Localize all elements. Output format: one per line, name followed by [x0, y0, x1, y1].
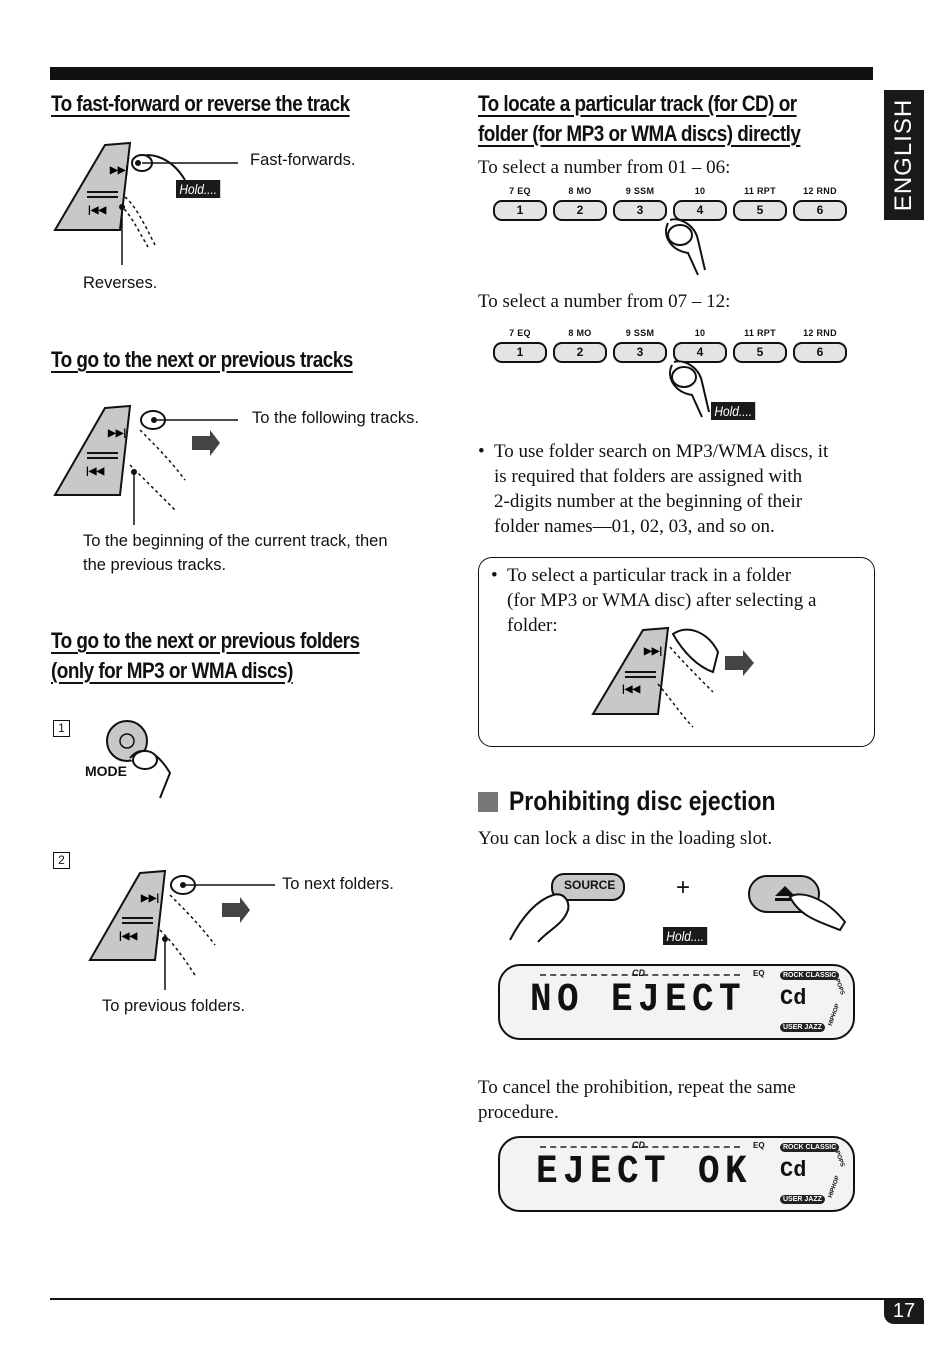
plus-sign: +: [676, 874, 691, 901]
hold-tag: Hold....: [711, 402, 756, 420]
folder-note-line-4: folder names—01, 02, 03, and so on.: [494, 516, 775, 537]
locate-heading-1: To locate a particular track (for CD) or: [478, 91, 797, 116]
lcd-mode-text: Cd: [780, 1158, 807, 1183]
folder-note-line-3: 2-digits number at the beginning of their: [494, 491, 803, 512]
folders-heading-1: To go to the next or previous folders: [51, 628, 360, 653]
tip-line-1: To select a particular track in a folder: [507, 565, 792, 586]
locate-heading-2: folder (for MP3 or WMA discs) directly: [478, 121, 801, 146]
lcd-hiphop: HIPHOP: [827, 1175, 842, 1199]
top-rule: [50, 67, 873, 80]
svg-text:|◀◀: |◀◀: [86, 466, 105, 477]
bottom-rule: [50, 1298, 923, 1300]
lcd-user-jazz: USER JAZZ: [780, 1023, 825, 1032]
lcd-eq-indicator: EQ: [753, 969, 765, 978]
tip-control-illustration: [588, 622, 778, 732]
step-2-marker: 2: [53, 852, 70, 869]
mode-button-illustration: [100, 718, 190, 803]
lcd-pops: POPS: [833, 978, 846, 996]
tracks-prev-label-2: the previous tracks.: [83, 556, 227, 574]
svg-text:▶▶|: ▶▶|: [110, 165, 129, 176]
cancel-text-2: procedure.: [478, 1102, 559, 1123]
folder-note-line-2: is required that folders are assigned with: [494, 466, 803, 487]
language-tab: ENGLISH: [884, 90, 924, 220]
tracks-control-illustration: [50, 400, 280, 525]
folders-prev-label: To previous folders.: [102, 997, 246, 1015]
lcd-display-no-eject: [498, 964, 855, 1040]
ff-heading: To fast-forward or reverse the track: [51, 91, 350, 116]
number-button-3: 9 SSM 3: [613, 186, 667, 221]
lcd-eq-indicator: EQ: [753, 1141, 765, 1150]
source-button-label: SOURCE: [564, 878, 616, 892]
number-button-6: 12 RND 6: [793, 186, 847, 221]
step-1-marker: 1: [53, 720, 70, 737]
lcd-main-text: EJECT OK: [536, 1150, 753, 1195]
number-button-1: 7 EQ 1: [493, 186, 547, 221]
number-button-11: 11 RPT 5: [733, 328, 787, 363]
folders-control-illustration: [85, 865, 285, 990]
number-button-2: 8 MO 2: [553, 186, 607, 221]
hold-tag: Hold....: [176, 180, 221, 198]
svg-text:▶▶|: ▶▶|: [644, 646, 663, 657]
range-01-06-text: To select a number from 01 – 06:: [478, 157, 731, 178]
lcd-rock-classic: ROCK CLASSIC: [780, 971, 839, 980]
section-marker: [478, 792, 498, 812]
tracks-heading: To go to the next or previous tracks: [51, 347, 353, 372]
lcd-mode-text: Cd: [780, 986, 807, 1011]
tracks-prev-label-1: To the beginning of the current track, then: [83, 532, 388, 550]
prohibit-intro: You can lock a disc in the loading slot.: [478, 828, 773, 849]
lcd-cd-indicator: CD: [632, 1140, 645, 1150]
number-button-8: 8 MO 2: [553, 328, 607, 363]
tracks-next-label: To the following tracks.: [252, 409, 419, 427]
number-button-9: 9 SSM 3: [613, 328, 667, 363]
svg-text:|◀◀: |◀◀: [119, 931, 138, 942]
cancel-text-1: To cancel the prohibition, repeat the same: [478, 1077, 796, 1098]
svg-text:▶▶|: ▶▶|: [108, 428, 127, 439]
tip-line-2: (for MP3 or WMA disc) after selecting a: [507, 590, 817, 611]
hold-tag: Hold....: [663, 927, 708, 945]
number-button-7: 7 EQ 1: [493, 328, 547, 363]
lcd-rock-classic: ROCK CLASSIC: [780, 1143, 839, 1152]
tip-bullet: •: [491, 565, 498, 586]
page-number: 17: [884, 1300, 924, 1324]
folders-next-label: To next folders.: [282, 875, 394, 893]
svg-text:▶▶|: ▶▶|: [141, 893, 160, 904]
lcd-hiphop: HIPHOP: [827, 1003, 842, 1027]
folder-note-line-1: To use folder search on MP3/WMA discs, it: [494, 441, 829, 462]
ff-forward-label: Fast-forwards.: [250, 151, 356, 169]
svg-text:|◀◀: |◀◀: [622, 684, 641, 695]
number-button-5: 11 RPT 5: [733, 186, 787, 221]
lcd-display-eject-ok: [498, 1136, 855, 1212]
mode-label: MODE: [85, 763, 127, 779]
lcd-cd-indicator: CD: [632, 968, 645, 978]
finger-press-icon: [660, 215, 720, 280]
range-07-12-text: To select a number from 07 – 12:: [478, 291, 731, 312]
folders-heading-2: (only for MP3 or WMA discs): [51, 658, 293, 683]
lcd-user-jazz: USER JAZZ: [780, 1195, 825, 1204]
number-button-12: 12 RND 6: [793, 328, 847, 363]
ff-reverse-label: Reverses.: [83, 274, 158, 292]
svg-text:|◀◀: |◀◀: [88, 205, 107, 216]
number-button-4: 10 4: [673, 186, 727, 221]
number-button-10: 10 4: [673, 328, 727, 363]
folder-note-bullet: •: [478, 441, 485, 462]
eject-button-illustration: [745, 872, 855, 932]
tip-line-3: folder:: [507, 615, 558, 636]
prohibit-heading: Prohibiting disc ejection: [509, 786, 776, 816]
lcd-pops: POPS: [833, 1150, 846, 1168]
lcd-main-text: NO EJECT: [530, 978, 747, 1023]
